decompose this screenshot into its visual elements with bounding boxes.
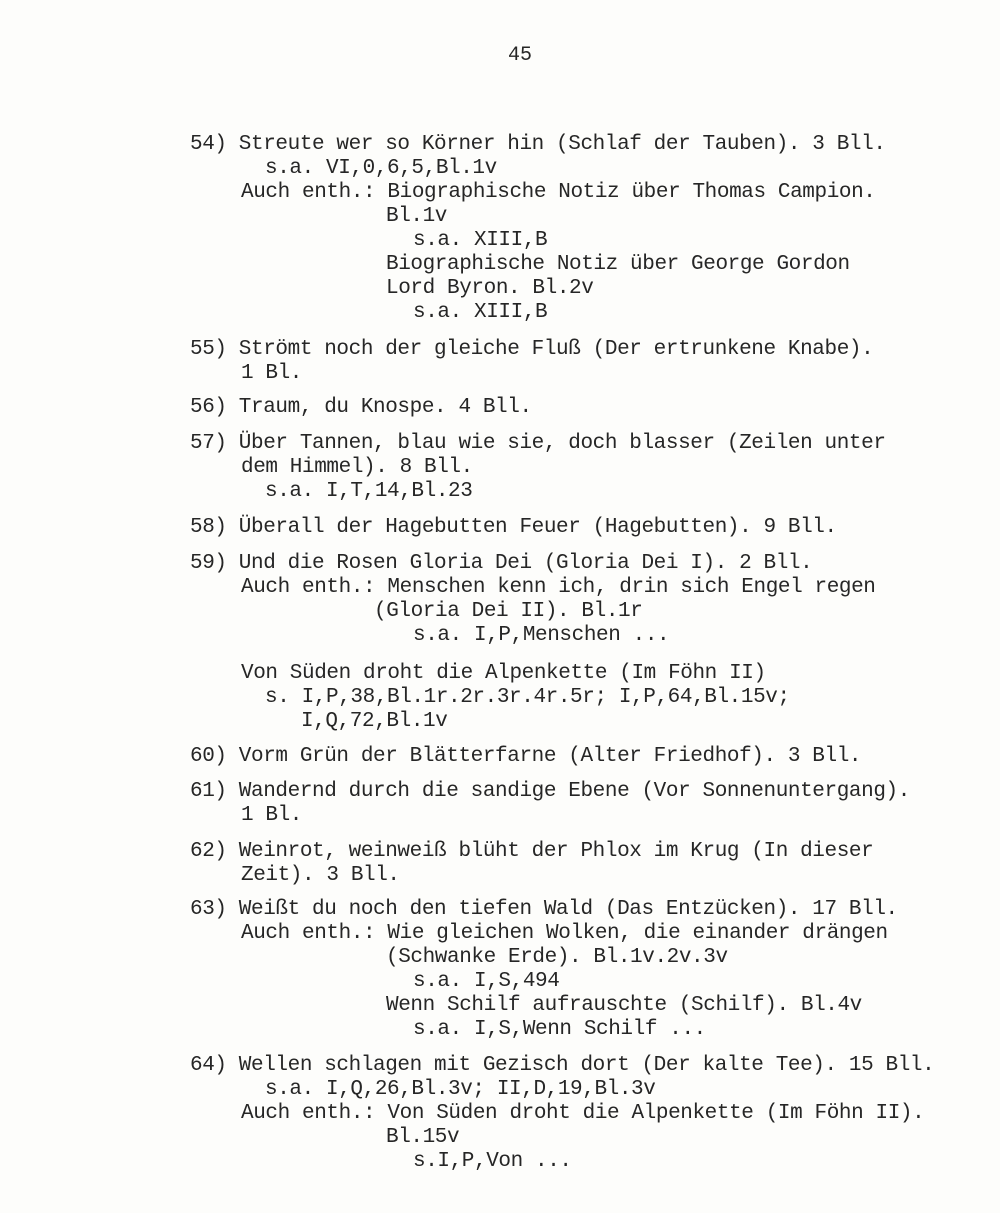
entry-54-see-also: s.a. VI,0,6,5,Bl.1v (265, 157, 497, 180)
entry-55-line: 1 Bl. (241, 362, 303, 385)
entry-64-see-also: s.I,P,Von ... (413, 1150, 572, 1173)
entry-58-line: 58) Überall der Hagebutten Feuer (Hagebutten). 9 Bll. (190, 516, 837, 539)
entry-63-see-also: s.a. I,S,494 (413, 970, 560, 993)
entry-63-see-also: s.a. I,S,Wenn Schilf ... (413, 1018, 706, 1041)
entry-54-line: Bl.1v (386, 205, 448, 228)
entry-54-line: 54) Streute wer so Körner hin (Schlaf der Tauben). 3 Bll. (190, 133, 886, 156)
entry-59-cross-ref: I,Q,72,Bl.1v (301, 710, 448, 733)
entry-60-line: 60) Vorm Grün der Blätterfarne (Alter Friedhof). 3 Bll. (190, 745, 862, 768)
entry-64-line: 64) Wellen schlagen mit Gezisch dort (Der kalte Tee). 15 Bll. (190, 1054, 935, 1077)
entry-55-line: 55) Strömt noch der gleiche Fluß (Der ertrunkene Knabe). (190, 338, 874, 361)
entry-64-see-also: s.a. I,Q,26,Bl.3v; II,D,19,Bl.3v (265, 1078, 656, 1101)
entry-64-also-contains: Auch enth.: Von Süden droht die Alpenkette (Im Föhn II). (241, 1102, 925, 1125)
entry-62-line: 62) Weinrot, weinweiß blüht der Phlox im Krug (In dieser (190, 840, 874, 863)
entry-54-line: Lord Byron. Bl.2v (386, 277, 594, 300)
page-number: 45 (508, 44, 533, 67)
entry-61-line: 61) Wandernd durch die sandige Ebene (Vor Sonnenuntergang). (190, 780, 910, 803)
entry-63-line: (Schwanke Erde). Bl.1v.2v.3v (386, 946, 728, 969)
entry-61-line: 1 Bl. (241, 804, 303, 827)
entry-59-see-also: s.a. I,P,Menschen ... (413, 624, 670, 647)
entry-56-line: 56) Traum, du Knospe. 4 Bll. (190, 396, 532, 419)
entry-57-line: dem Himmel). 8 Bll. (241, 456, 473, 479)
entry-57-see-also: s.a. I,T,14,Bl.23 (265, 480, 473, 503)
entry-57-line: 57) Über Tannen, blau wie sie, doch blasser (Zeilen unter (190, 432, 886, 455)
entry-63-line: Wenn Schilf aufrauschte (Schilf). Bl.4v (386, 994, 862, 1017)
entry-54-line: Biographische Notiz über George Gordon (386, 253, 850, 276)
entry-54-also-contains: Auch enth.: Biographische Notiz über Thomas Campion. (241, 181, 876, 204)
entry-62-line: Zeit). 3 Bll. (241, 864, 400, 887)
entry-54-see-also: s.a. XIII,B (413, 229, 548, 252)
entry-59-cross-ref: Von Süden droht die Alpenkette (Im Föhn II) (241, 662, 766, 685)
entry-59-cross-ref: s. I,P,38,Bl.1r.2r.3r.4r.5r; I,P,64,Bl.15v; (265, 686, 790, 709)
entry-64-line: Bl.15v (386, 1126, 460, 1149)
entry-59-line: 59) Und die Rosen Gloria Dei (Gloria Dei I). 2 Bll. (190, 552, 813, 575)
entry-59-line: (Gloria Dei II). Bl.1r (374, 600, 643, 623)
entry-63-line: 63) Weißt du noch den tiefen Wald (Das Entzücken). 17 Bll. (190, 898, 898, 921)
entry-63-also-contains: Auch enth.: Wie gleichen Wolken, die einander drängen (241, 922, 888, 945)
entry-59-also-contains: Auch enth.: Menschen kenn ich, drin sich Engel regen (241, 576, 876, 599)
entry-54-see-also: s.a. XIII,B (413, 301, 548, 324)
